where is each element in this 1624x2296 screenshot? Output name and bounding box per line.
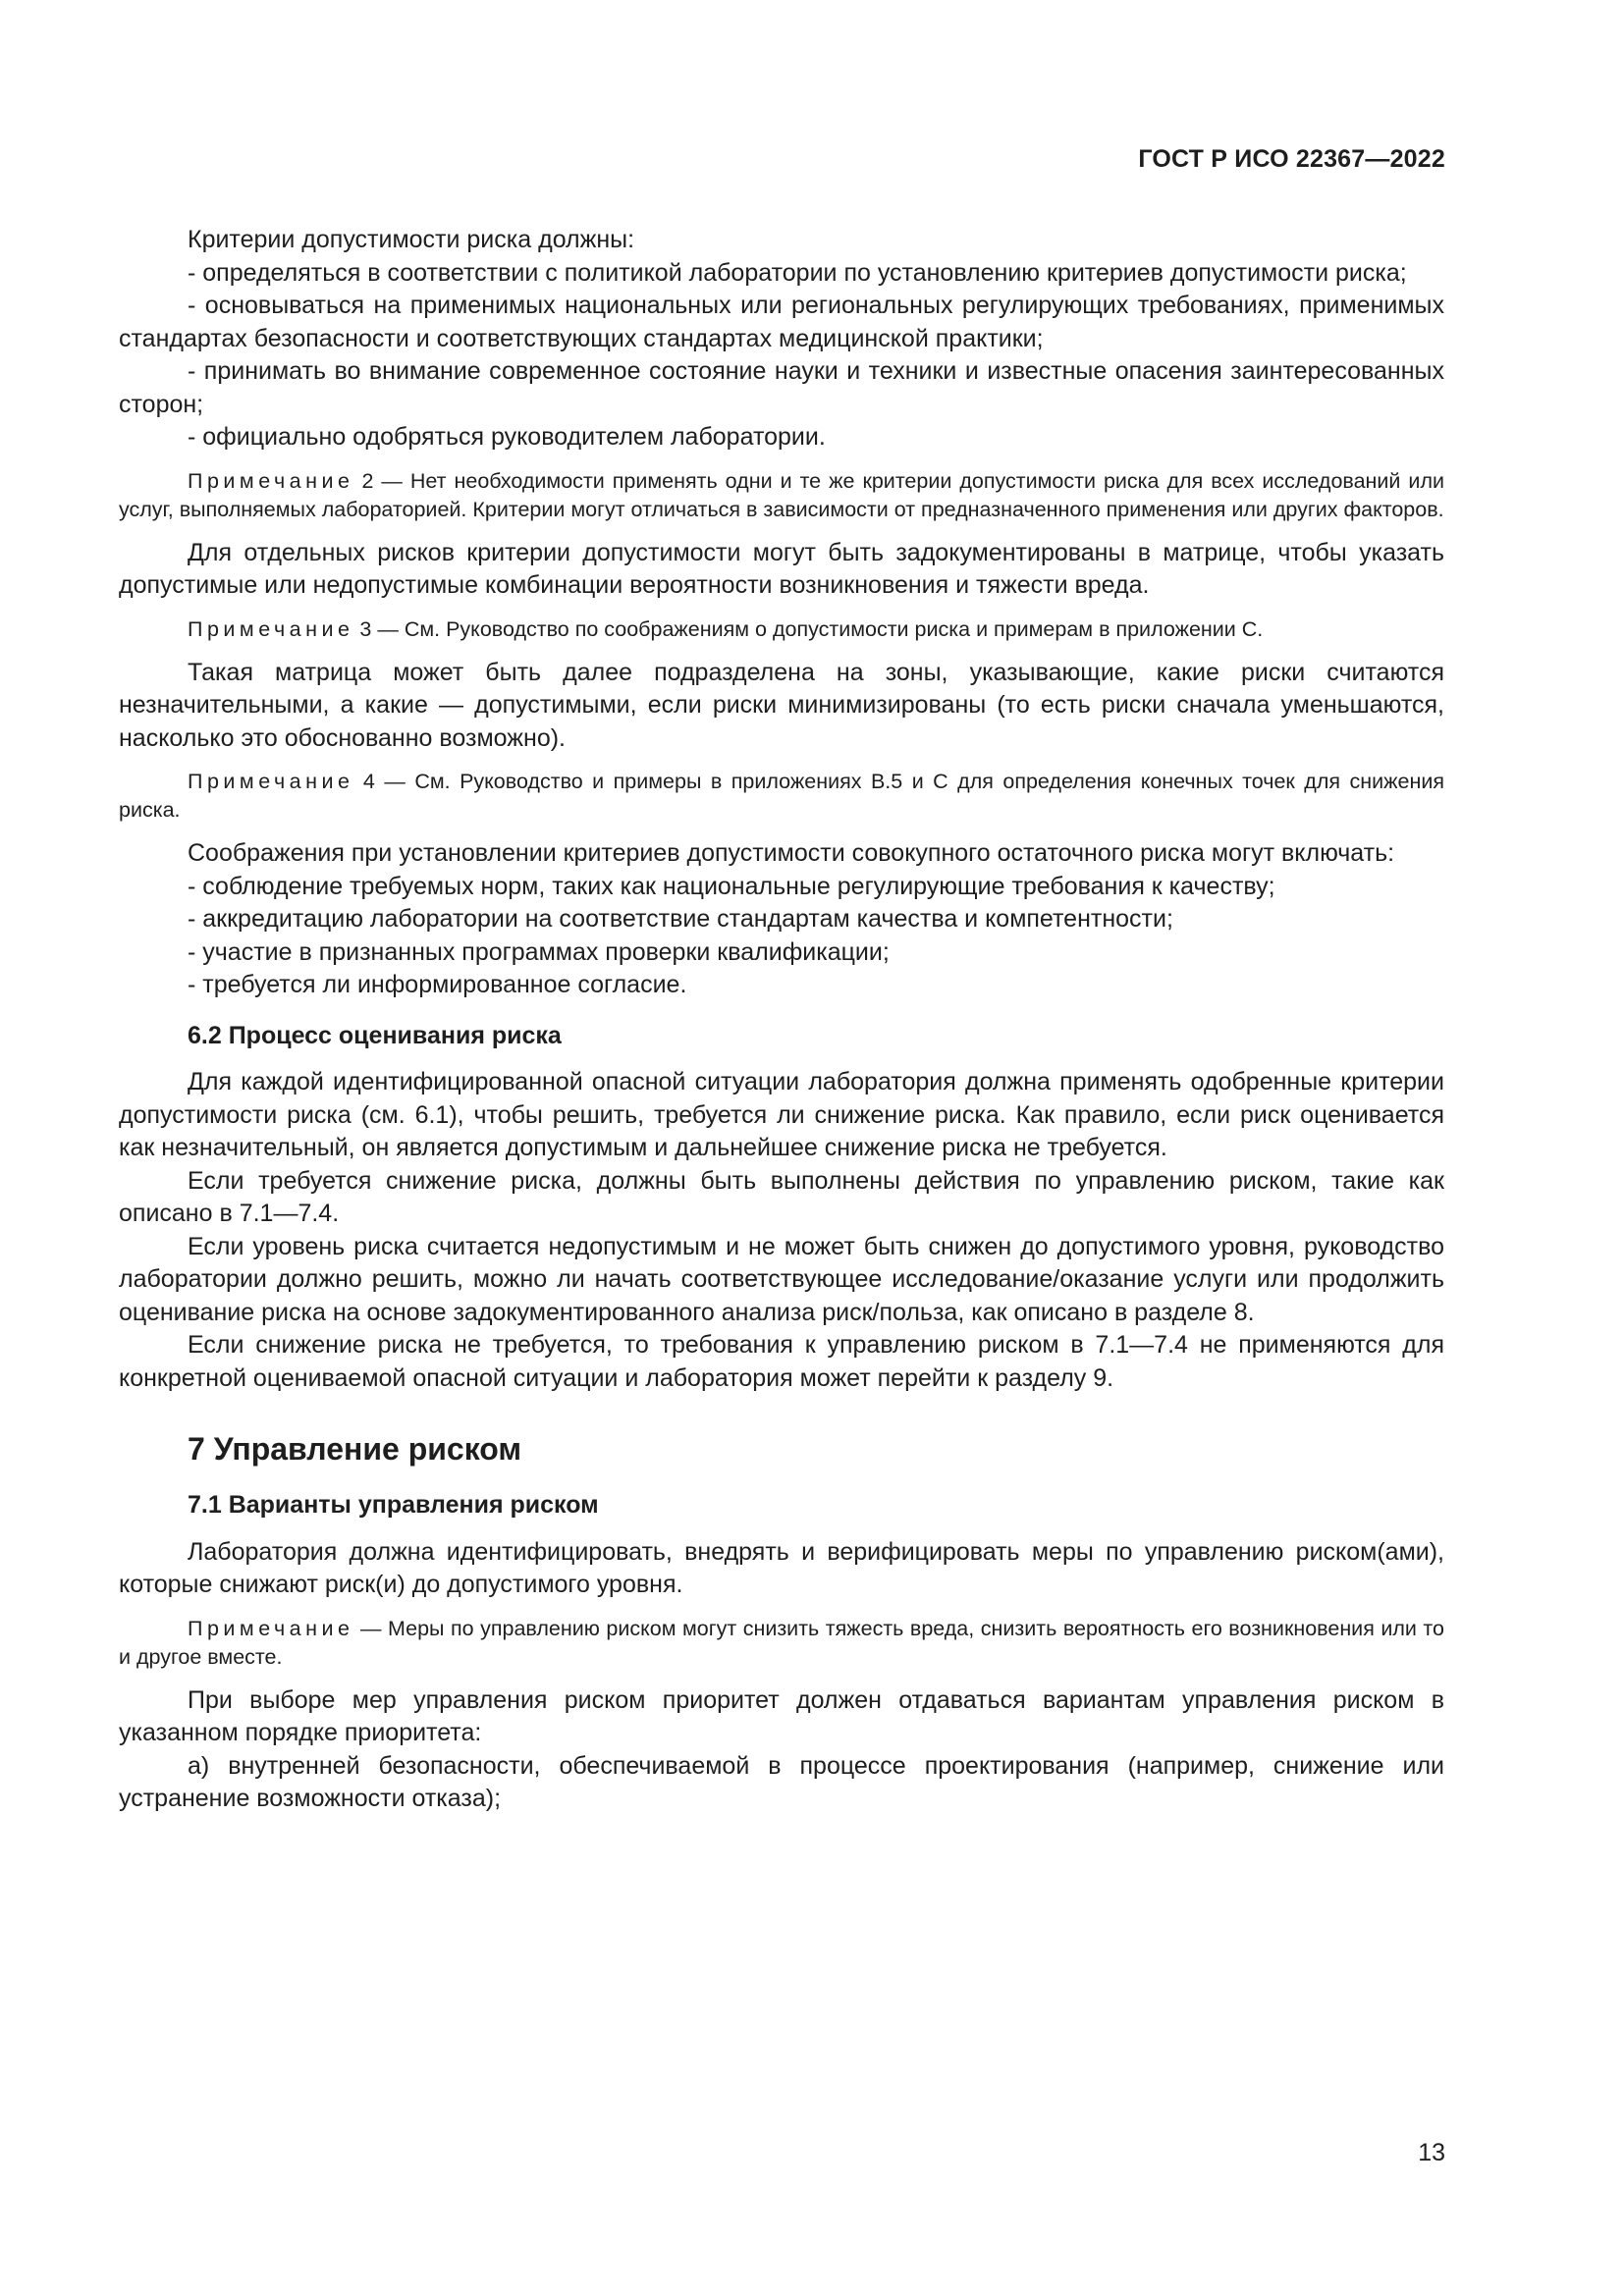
page-content xyxy=(119,224,1444,1816)
section-7-heading: 7 Управление риском xyxy=(188,1431,522,1467)
page-number: 13 xyxy=(1418,2139,1445,2166)
matrix-paragraph: Для отдельных рисков критерии допустимости могут быть задокументированы в матрице, чтобы указать допустимые или недопустимые комбинации вероятности возникновения и тяжести вреда. xyxy=(119,538,1444,599)
note-label: Примечание xyxy=(188,770,354,793)
considerations-item: - участие в признанных программах проверки квалификации; xyxy=(188,937,890,966)
section-6-2-paragraph: Если снижение риска не требуется, то требования к управлению риском в 7.1—7.4 не применяются для конкретной оцениваемой опасной ситуации и лаборатория может перейти к разделу 9. xyxy=(119,1331,1444,1392)
note-text: 4 — См. Руководство и примеры в приложениях В.5 и С для определения конечных точек для снижения риска. xyxy=(119,770,1444,822)
considerations-item: - соблюдение требуемых норм, таких как национальные регулирующие требования к качеству; xyxy=(188,872,1275,900)
considerations-intro: Соображения при установлении критериев допустимости совокупного остаточного риска могут включать: xyxy=(188,839,1395,867)
note-2 xyxy=(119,467,1444,524)
section-6-2-heading: 6.2 Процесс оценивания риска xyxy=(188,1021,562,1049)
note-label: Примечание xyxy=(188,616,354,641)
section-6-2-paragraph: Для каждой идентифицированной опасной ситуации лаборатория должна применять одобренные критерии допустимости риска (см. 6.1), чтобы решить, требуется ли снижение риска. Как правило, если риск оценивается как незначительный, он является допустимым и дальнейшее снижение риска не требуется. xyxy=(119,1068,1444,1161)
note-text: 2 — Нет необходимости применять одни и те же критерии допустимости риска для всех исследований или услуг, выполняемых лабораторией. Критерии могут отличаться в зависимости от предназначенного применения или других факторов. xyxy=(119,468,1444,521)
section-7-1-paragraph: При выборе мер управления риском приоритет должен отдаваться вариантам управления риском в указанном порядке приоритета: xyxy=(119,1685,1444,1746)
section-7-1-paragraph: Лаборатория должна идентифицировать, внедрять и верифицировать меры по управлению риском(ами), которые снижают риск(и) до допустимого уровня. xyxy=(119,1537,1444,1598)
criteria-item: - основываться на применимых национальных или региональных регулирующих требованиях, применимых стандартах безопасности и соответствующих стандартах медицинской практики; xyxy=(119,292,1444,352)
note-label: Примечание xyxy=(188,468,354,493)
criteria-item: - принимать во внимание современное состояние науки и техники и известные опасения заинтересованных сторон; xyxy=(119,357,1444,418)
section-7-1-heading: 7.1 Варианты управления риском xyxy=(188,1491,599,1519)
zones-paragraph: Такая матрица может быть далее подразделена на зоны, указывающие, какие риски считаются незначительными, а какие — допустимыми, если риски минимизированы (то есть риски сначала уменьшаются, насколько это обоснованно возможно). xyxy=(119,658,1444,752)
section-6-2-paragraph: Если требуется снижение риска, должны быть выполнены действия по управлению риском, такие как описано в 7.1—7.4. xyxy=(119,1166,1444,1227)
note-text: 3 — См. Руководство по соображениям о допустимости риска и примерам в приложении С. xyxy=(353,616,1264,641)
note-label: Примечание xyxy=(188,1616,354,1640)
section-6-2-paragraph: Если уровень риска считается недопустимым и не может быть снижен до допустимого уровня, руководство лаборатории должно решить, можно ли начать соответствующее исследование/оказание услуги или продолжить оценивание риска на основе задокументированного анализа риск/польза, как описано в разделе 8. xyxy=(119,1232,1444,1326)
document-header: ГОСТ Р ИСО 22367—2022 xyxy=(1138,145,1445,173)
considerations-item: - требуется ли информированное согласие. xyxy=(188,971,687,998)
criteria-item: - официально одобряться руководителем лаборатории. xyxy=(188,423,826,451)
criteria-intro: Критерии допустимости риска должны: xyxy=(188,226,635,253)
note-7-1 xyxy=(119,1615,1444,1672)
note-3 xyxy=(119,615,1444,644)
considerations-item: - аккредитацию лаборатории на соответствие стандартам качества и компетентности; xyxy=(188,905,1173,933)
note-text: — Меры по управлению риском могут снизить тяжесть вреда, снизить вероятность его возникновения или то и другое вместе. xyxy=(119,1616,1444,1669)
note-4 xyxy=(119,768,1444,825)
criteria-item: - определяться в соответствии с политикой лаборатории по установлению критериев допустимости риска; xyxy=(188,258,1407,287)
priority-item-a: а) внутренней безопасности, обеспечиваемой в процессе проектирования (например, снижение или устранение возможности отказа); xyxy=(119,1751,1444,1812)
